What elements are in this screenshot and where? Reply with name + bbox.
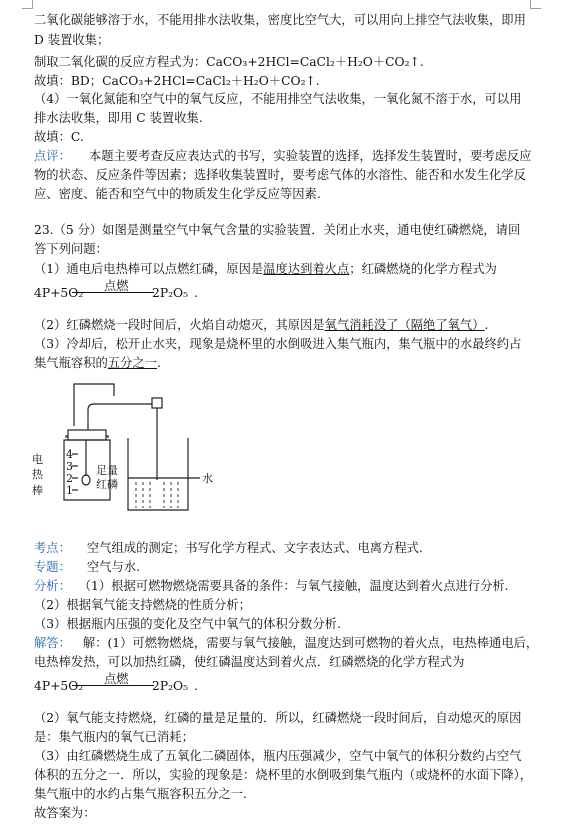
text-line: （4）一氧化氮能和空气中的氧气反应，不能用排空气法收集，一氧化氮不溶于水，可以用 [34, 92, 522, 106]
question-line: 23.（5 分）如图是测量空气中氧气含量的实验装置．关闭止水夹，通电使红磷燃烧，请回 [34, 223, 521, 237]
chemical-equation: 4P+5O₂ 点燃 2P₂O₅ . [34, 276, 234, 304]
phosphorus-spoon [82, 475, 90, 485]
text-line: 制取二氧化碳的反应方程式为：CaCO₃+2HCl=CaCl₂＋H₂O＋CO₂↑. [34, 55, 424, 69]
answer-blank: 温度达到着火点 [263, 262, 350, 276]
jieda-line: （3）由红磷燃烧生成了五氧化二磷固体，瓶内压强减少，空气中氧气的体积分数约占空气 [34, 749, 522, 763]
jieda-line: 是：集气瓶内的氧气已消耗； [34, 730, 194, 744]
equation-bar [72, 292, 154, 293]
jieda-line: 电热棒发热，可以加热红磷，使红磷温度达到着火点．红磷燃烧的化学方程式为 [34, 655, 465, 669]
rod-label: 棒 [32, 484, 43, 497]
kaodian-tag: 考点： [34, 541, 71, 555]
text-line: 故填：C. [34, 130, 84, 144]
scale-label: 3 [66, 460, 73, 473]
answer-blank: 氧气消耗没了（隔绝了氧气） [324, 318, 485, 332]
question-line: 答下列问题： [34, 242, 108, 256]
jieda-line: 故答案为： [34, 806, 96, 820]
water-label: 水 [202, 472, 213, 485]
fenxi-line: （2）根据氧气能支持燃烧的性质分析； [34, 598, 251, 612]
jieda-line: 体积的五分之一．所以，实验的现象是：烧杯里的水倒吸到集气瓶内（或烧杯的水面下降）， [34, 768, 533, 782]
beaker [128, 438, 188, 510]
text-line: D 装置收集； [34, 33, 110, 47]
jieda-tag: 解答： [34, 636, 71, 650]
kaodian-line: 考点： 空气组成的测定；书写化学方程式、文字表达式、电离方程式. [34, 541, 423, 555]
text-line: 排水法收集，即用 C 装置收集. [34, 111, 203, 125]
scale-label: 2 [66, 472, 73, 485]
zhuanti-line: 专题： 空气与水. [34, 560, 141, 574]
answer-blank: 五分之一 [107, 356, 157, 370]
question-line: （1）通电后电热棒可以点燃红磷，原因是温度达到着火点；红磷燃烧的化学方程式为 [34, 262, 497, 276]
fenxi-line: 分析： （1）根据可燃物燃烧需要具备的条件：与氧气接触，温度达到着火点进行分析. [34, 579, 509, 593]
fenxi-tag: 分析： [34, 579, 71, 593]
chemical-equation: 4P+5O₂ 点燃 2P₂O₅ . [34, 669, 234, 697]
question-line: （2）红磷燃烧一段时间后，火焰自动熄灭，其原因是氧气消耗没了（隔绝了氧气）. [34, 318, 489, 332]
rod-label: 热 [32, 468, 43, 481]
text-line: 二氧化碳能够溶于水，不能用排水法收集，密度比空气大，可以用向上排空气法收集，即用 [34, 13, 526, 27]
rod-label: 电 [32, 453, 43, 466]
comment-line: 点评： 本题主要考查反应表达式的书写，实验装置的选择，选择发生装置时，要考虑反应 [34, 149, 532, 163]
page-corner-mark-left [22, 0, 33, 9]
jieda-line: 集气瓶中的水约占集气瓶容积五分之一. [34, 787, 247, 801]
phosphorus-label: 红磷 [96, 478, 118, 491]
stopper [68, 430, 106, 440]
zhuanti-tag: 专题： [34, 560, 71, 574]
jieda-line: 解答： 解：(1）可燃物燃烧，需要与氧气接触，温度达到可燃物的着火点，电热棒通电后， [34, 636, 539, 650]
wire-tube [74, 384, 114, 426]
equation-bar [72, 685, 154, 686]
clamp-icon [152, 398, 162, 408]
page-corner-mark-right [530, 0, 541, 9]
apparatus-figure [30, 378, 220, 518]
scale-label: 4 [66, 448, 73, 461]
comment-line: 应、密度、能否和空气中的物质发生化学反应等因素. [34, 187, 321, 201]
phosphorus-label: 足量 [96, 464, 118, 477]
comment-line: 物的状态、反应条件等因素；选择收集装置时，要考虑气体的水溶性、能否和水发生化学反 [34, 168, 526, 182]
question-line: 集气瓶容积的五分之一. [34, 356, 161, 370]
jieda-line: （2）氧气能支持燃烧，红磷的量是足量的．所以，红磷燃烧一段时间后，自动熄灭的原因 [34, 711, 522, 725]
equation-condition: 点燃 [104, 672, 129, 686]
question-line: （3）冷却后，松开止水夹，现象是烧杯里的水倒吸进入集气瓶内，集气瓶中的水最终约占 [34, 337, 522, 351]
text-line: 故填：BD；CaCO₃+2HCl=CaCl₂＋H₂O＋CO₂↑. [34, 74, 320, 88]
scale-label: 1 [66, 484, 73, 497]
comment-tag: 点评： [34, 149, 71, 163]
equation-condition: 点燃 [104, 279, 129, 293]
fenxi-line: （3）根据瓶内压强的变化及空气中氧气的体积分数分析. [34, 617, 341, 631]
